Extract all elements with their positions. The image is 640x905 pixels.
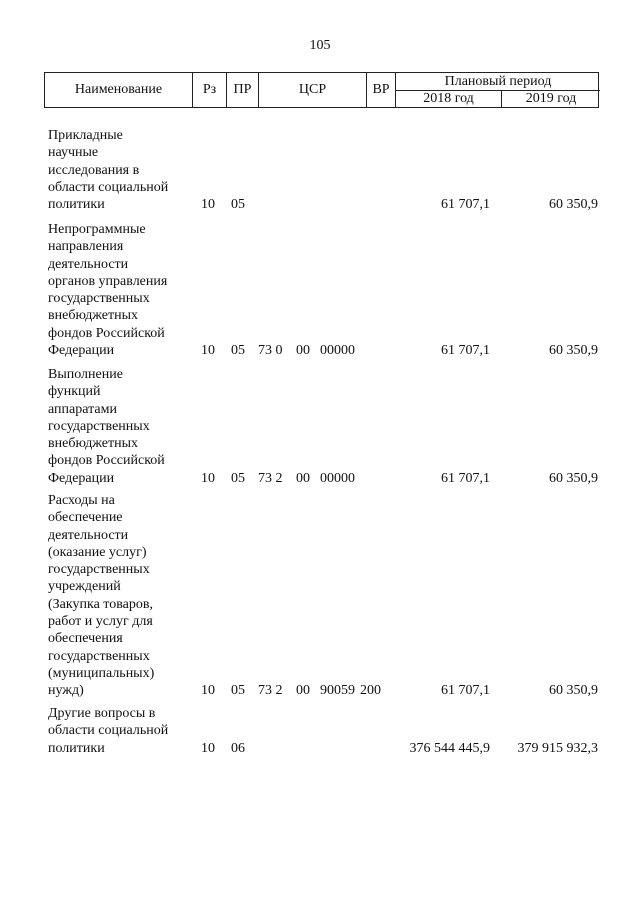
row-name-line: органов управления xyxy=(48,273,168,289)
header-name: Наименование xyxy=(45,73,193,107)
row-name-line: Расходы на xyxy=(48,493,115,508)
row-name-line: Федерации xyxy=(48,343,115,359)
row-name-line: Непрограммные xyxy=(48,222,146,237)
row-name-line: (муниципальных) xyxy=(48,665,155,681)
header-year-2019: 2019 год xyxy=(525,91,577,106)
row-value-2018: 376 544 445,9 xyxy=(409,740,490,756)
row-rz: 10 xyxy=(201,740,215,756)
header-plan-period xyxy=(396,73,600,107)
row-rz: 10 xyxy=(201,470,215,486)
row-name-line: внебюджетных xyxy=(48,308,139,324)
row-name-line: фондов Российской xyxy=(48,453,165,469)
row-value-2019: 60 350,9 xyxy=(549,683,598,699)
row-name-line: Другие вопросы в xyxy=(48,706,156,721)
row-name-line: Выполнение xyxy=(48,367,123,382)
row-name-line: области социальной xyxy=(48,723,169,739)
row-name-line: (Закупка товаров, xyxy=(48,596,153,612)
row-csr-part1: 73 2 xyxy=(258,470,283,486)
row-csr-part2: 00 xyxy=(296,343,310,359)
row-name-line: обеспечение xyxy=(48,510,123,526)
row-name xyxy=(48,221,188,359)
row-value-2018: 61 707,1 xyxy=(441,470,490,486)
row-name-line: государственных xyxy=(48,648,150,664)
row-csr-part2: 00 xyxy=(296,470,310,486)
row-value-2018: 61 707,1 xyxy=(441,197,490,213)
row-name-line: аппаратами xyxy=(48,401,117,417)
row-name-line: нужд) xyxy=(48,683,84,699)
row-name xyxy=(48,366,188,487)
row-csr-part3: 00000 xyxy=(320,470,355,486)
row-pr: 06 xyxy=(231,740,245,756)
row-name-line: государственных xyxy=(48,291,150,307)
row-name-line: государственных xyxy=(48,562,150,578)
header-csr: ЦСР xyxy=(259,73,367,107)
row-name-line: Федерации xyxy=(48,470,115,486)
row-value-2019: 60 350,9 xyxy=(549,470,598,486)
row-csr-part1: 73 0 xyxy=(258,343,283,359)
row-name-line: работ и услуг для xyxy=(48,614,153,630)
row-csr-part2: 00 xyxy=(296,683,310,699)
row-name-line: фондов Российской xyxy=(48,325,165,341)
row-name-line: внебюджетных xyxy=(48,436,139,452)
row-name-line: политики xyxy=(48,197,105,213)
row-name xyxy=(48,127,188,213)
header-pr: ПР xyxy=(227,73,259,107)
header-rz: Рз xyxy=(193,73,227,107)
row-pr: 05 xyxy=(231,197,245,213)
row-rz: 10 xyxy=(201,197,215,213)
row-pr: 05 xyxy=(231,343,245,359)
header-vr: ВР xyxy=(367,73,396,107)
row-name-line: деятельности xyxy=(48,256,129,272)
row-name-line: учреждений xyxy=(48,579,121,595)
row-name-line: исследования в xyxy=(48,162,140,178)
row-csr-part1: 73 2 xyxy=(258,683,283,699)
row-value-2018: 61 707,1 xyxy=(441,343,490,359)
row-vr: 200 xyxy=(360,683,381,699)
row-name-line: деятельности xyxy=(48,527,129,543)
row-name-line: (оказание услуг) xyxy=(48,544,147,560)
row-csr-part3: 90059 xyxy=(320,683,355,699)
row-name-line: функций xyxy=(48,384,101,400)
row-name-line: области социальной xyxy=(48,179,169,195)
table-header xyxy=(44,72,599,108)
row-pr: 05 xyxy=(231,470,245,486)
page-number: 105 xyxy=(309,38,331,53)
row-name-line: обеспечения xyxy=(48,631,123,647)
row-value-2019: 60 350,9 xyxy=(549,343,598,359)
row-rz: 10 xyxy=(201,683,215,699)
row-rz: 10 xyxy=(201,343,215,359)
row-name xyxy=(48,492,188,700)
row-value-2019: 379 915 932,3 xyxy=(517,740,598,756)
header-year-2018: 2018 год xyxy=(396,90,502,108)
row-value-2019: 60 350,9 xyxy=(549,197,598,213)
row-value-2018: 61 707,1 xyxy=(441,683,490,699)
row-name xyxy=(48,705,188,757)
row-name-line: политики xyxy=(48,740,105,756)
row-name-line: научные xyxy=(48,145,99,161)
row-name-line: государственных xyxy=(48,418,150,434)
row-name-line: Прикладные xyxy=(48,128,123,143)
header-plan-title: Плановый период xyxy=(396,73,600,91)
row-name-line: направления xyxy=(48,239,124,255)
row-csr-part3: 00000 xyxy=(320,343,355,359)
row-pr: 05 xyxy=(231,683,245,699)
